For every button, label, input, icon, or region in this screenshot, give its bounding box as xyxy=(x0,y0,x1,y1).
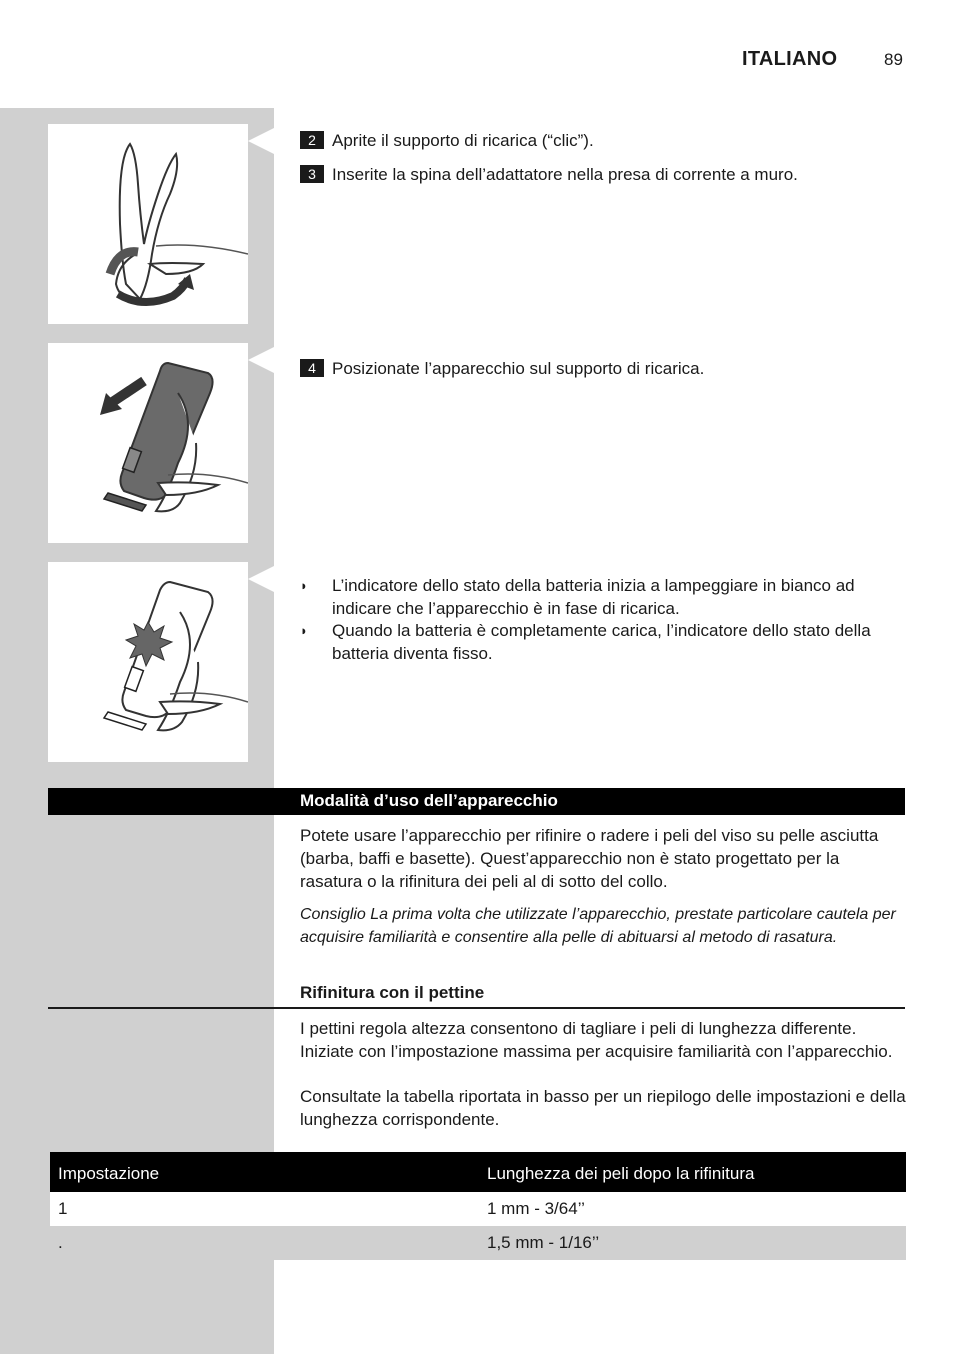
step-number: 4 xyxy=(300,359,324,377)
bullet-text: L’indicatore dello stato della batteria inizia a lampeggiare in bianco ad indicare che l’apparecchio è in fase di ricarica. xyxy=(332,576,855,618)
step-text: Inserite la spina dell’adattatore nella presa di corrente a muro. xyxy=(332,165,798,184)
charging-stand-open-illustration xyxy=(48,124,248,324)
section-heading-bar xyxy=(48,788,905,815)
divider xyxy=(48,1007,905,1009)
section-title: Modalità d’uso dell’apparecchio xyxy=(300,791,558,810)
table-cell: 1 xyxy=(58,1199,68,1218)
image-pointer xyxy=(248,347,274,373)
trim-paragraph-2: Consultate la tabella riportata in basso per un riepilogo delle impostazioni e della lunghezza corrispondente. xyxy=(300,1087,906,1129)
place-appliance-illustration xyxy=(48,343,248,543)
table-cell: . xyxy=(58,1233,63,1252)
step-3 xyxy=(300,163,798,186)
step-number: 2 xyxy=(300,131,324,149)
image-pointer xyxy=(248,128,274,154)
battery-indicator-flashing-illustration xyxy=(48,562,248,762)
bullet-icon: ◗ xyxy=(300,578,308,593)
list-item xyxy=(300,619,906,665)
settings-table xyxy=(50,1152,906,1260)
table-row xyxy=(50,1226,906,1260)
subsection-title: Rifinitura con il pettine xyxy=(300,983,485,1002)
tip-paragraph: Consiglio La prima volta che utilizzate l’apparecchio, prestate particolare cautela per acquisire familiarità e consentire alla pelle di abituarsi al metodo di rasatura. xyxy=(300,906,896,946)
step-4 xyxy=(300,357,704,380)
language-header: ITALIANO xyxy=(742,48,838,70)
table-cell: 1,5 mm - 1/16’’ xyxy=(487,1233,600,1252)
step-text: Aprite il supporto di ricarica (“clic”). xyxy=(332,131,594,150)
step-number: 3 xyxy=(300,165,324,183)
table-row xyxy=(50,1192,906,1226)
page-number: 89 xyxy=(884,50,903,69)
column-header-setting: Impostazione xyxy=(58,1164,160,1183)
table-header-row xyxy=(50,1152,906,1192)
bullet-text: Quando la batteria è completamente carica, l’indicatore dello stato della batteria diventa fisso. xyxy=(332,621,871,663)
bullet-icon: ◗ xyxy=(300,623,308,638)
step-2 xyxy=(300,129,594,152)
image-pointer xyxy=(248,566,274,592)
trim-paragraph-1: I pettini regola altezza consentono di tagliare i peli di lunghezza differente. Iniziate con l’impostazione massima per acquisire familiarità con l’apparecchio. xyxy=(300,1019,893,1061)
step-text: Posizionate l’apparecchio sul supporto di ricarica. xyxy=(332,359,705,378)
intro-paragraph: Potete usare l’apparecchio per rifinire o radere i peli del viso su pelle asciutta (barba, baffi e basette). Quest’apparecchio non è stato progettato per la rasatura o la rifinitura dei peli al di sotto del collo. xyxy=(300,826,879,891)
list-item xyxy=(300,574,906,620)
column-header-length: Lunghezza dei peli dopo la rifinitura xyxy=(487,1164,755,1183)
table-cell: 1 mm - 3/64’’ xyxy=(487,1199,585,1218)
